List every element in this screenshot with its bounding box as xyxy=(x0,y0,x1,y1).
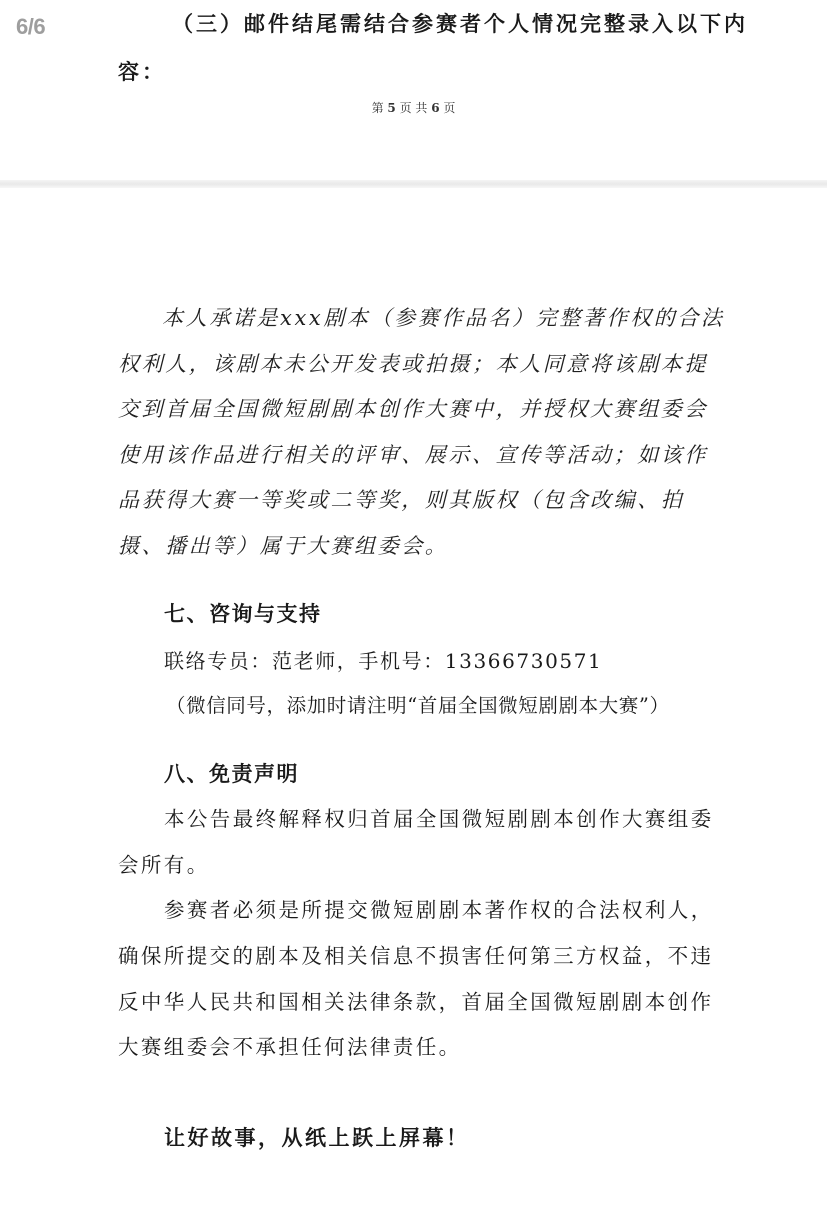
pledge-paragraph: 本人承诺是xxx剧本（参赛作品名）完整著作权的合法权利人，该剧本未公开发表或拍摄；本人同意将该剧本提交到首届全国微短剧剧本创作大赛中，并授权大赛组委会使用该作品进行相关的评审、展示、宣传等活动；如该作品获得大赛一等奖或二等奖，则其版权（包含改编、拍摄、播出等）属于大赛组委会。 xyxy=(118,306,725,558)
disclaimer-paragraph-1: 本公告最终解释权归首届全国微短剧剧本创作大赛组委会所有。 xyxy=(118,807,714,877)
footer-prefix: 第 xyxy=(371,101,388,115)
wechat-note-line: （微信同号，添加时请注明“首届全国微短剧剧本大赛”） xyxy=(166,694,670,717)
page-indicator: 6/6 xyxy=(16,14,46,39)
closing-slogan: 让好故事，从纸上跃上屏幕！ xyxy=(164,1125,470,1150)
page-separator xyxy=(0,180,827,188)
contact-person-line: 联络专员：范老师，手机号：13366730571 xyxy=(164,649,603,673)
previous-page-bottom xyxy=(0,0,827,186)
footer-total-pages: 6 xyxy=(431,101,440,115)
disclaimer-paragraph-2: 参赛者必须是所提交微短剧剧本著作权的合法权利人，确保所提交的剧本及相关信息不损害任何第三方权益，不违反中华人民共和国相关法律条款，首届全国微短剧剧本创作大赛组委会不承担任何法律责任。 xyxy=(118,898,714,1060)
previous-page-text-line-1: （三）邮件结尾需结合参赛者个人情况完整录入以下内 xyxy=(172,11,748,36)
page-number-footer xyxy=(0,99,827,116)
section-8-heading: 八、免责声明 xyxy=(164,762,299,786)
previous-page-text-line-2: 容： xyxy=(118,59,166,84)
footer-middle: 页 共 xyxy=(395,101,432,115)
footer-current-page: 5 xyxy=(387,101,396,115)
footer-suffix: 页 xyxy=(439,101,456,115)
section-7-heading: 七、咨询与支持 xyxy=(164,602,322,626)
